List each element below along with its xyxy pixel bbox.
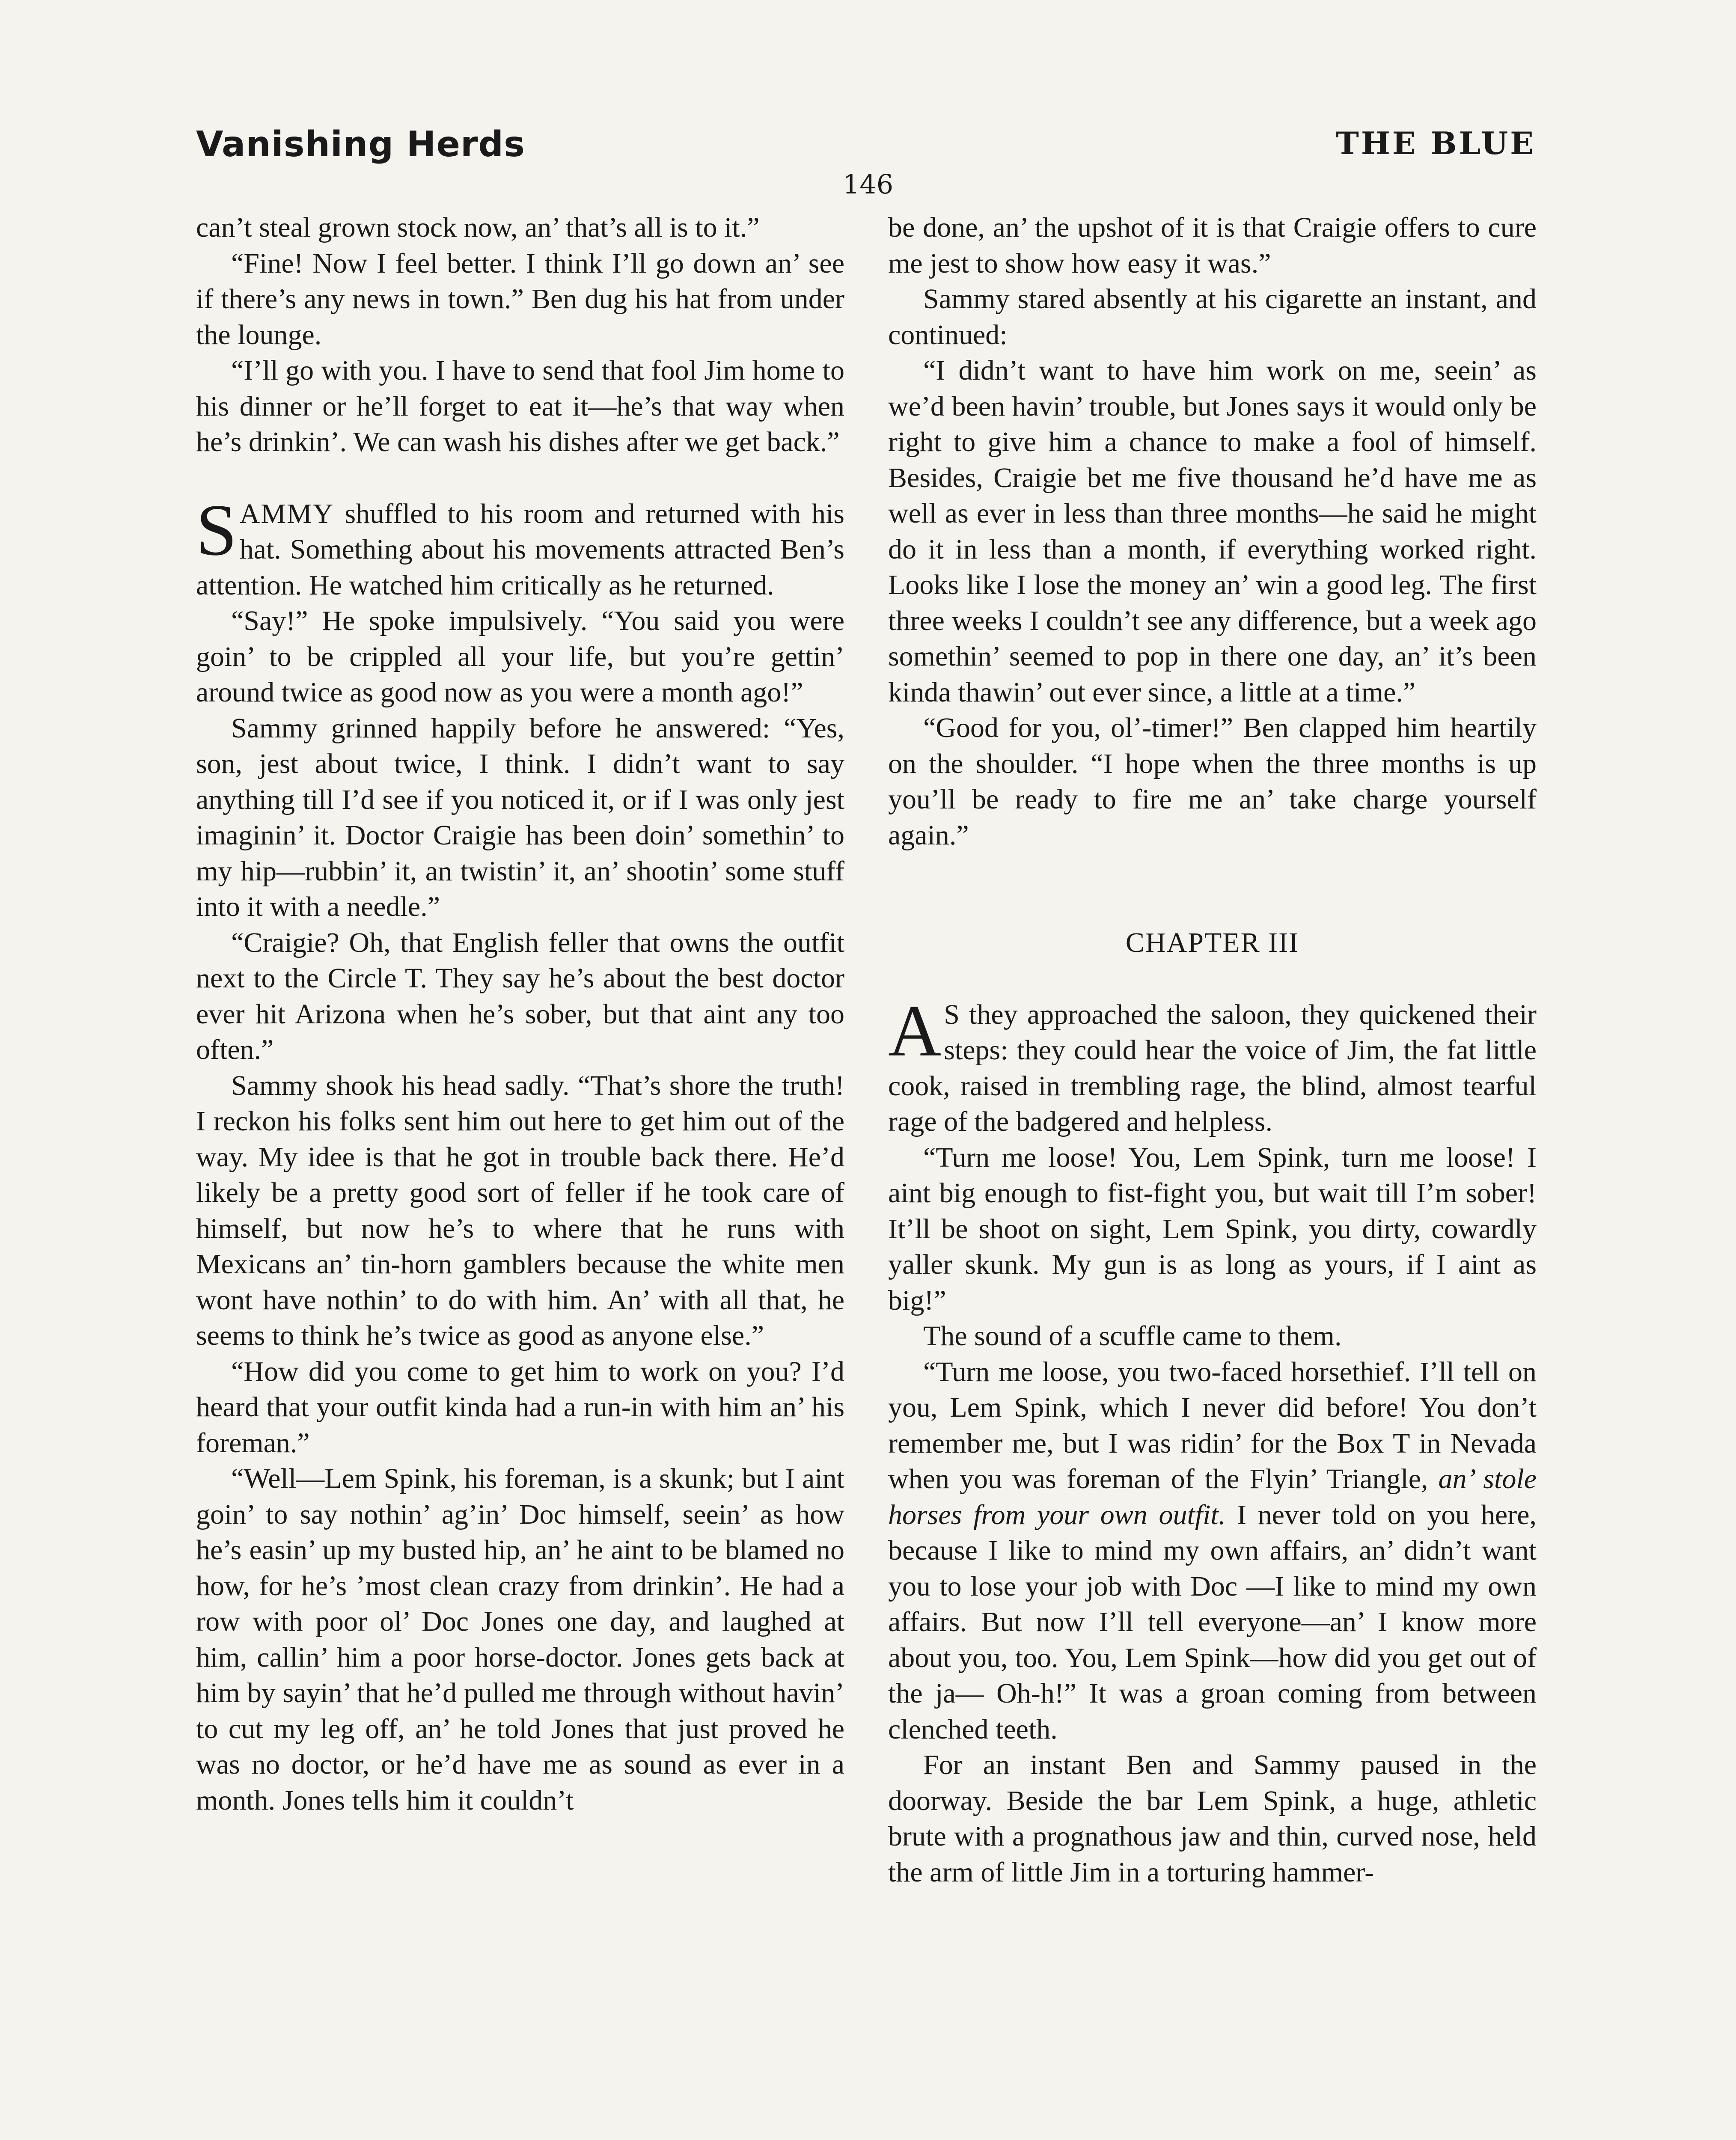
paragraph: “Craigie? Oh, that English feller that owns the outfit next to the Circle T. They say he’s about the best doctor ever hit Arizona when he’s sober, but that aint any too often.” xyxy=(196,927,844,1065)
running-head-magazine-title: THE BLUE xyxy=(1336,125,1536,161)
small-caps-lead: AMMY xyxy=(239,498,334,529)
paragraph-text: “Turn me loose, you two-faced horsethief. I’ll tell on you, Lem Spink, which I never did before! You don’t remember me, but I was ridin’ for the Box T in Nevada when you was foreman of the Flyin’ Triangle, xyxy=(888,1356,1537,1495)
chapter-opening-paragraph xyxy=(888,990,1537,1140)
paragraph: “How did you come to get him to work on you? I’d heard that your outfit kinda had a run-in with him an’ his foreman.” xyxy=(196,1355,844,1459)
chapter-heading: CHAPTER III xyxy=(1125,927,1299,958)
paragraph: Sammy stared absently at his cigarette an instant, and continued: xyxy=(888,283,1537,351)
paragraph-text: shuffled to his room and returned with his hat. Something about his movements attracted Ben’s attention. He watched him critically as he returned. xyxy=(196,498,844,601)
paragraph: “Turn me loose! You, Lem Spink, turn me loose! I aint big enough to fist-fight you, but wait till I’m sober! It’ll be shoot on sight, Lem Spink, you dirty, cowardly yaller skunk. My gun is as long as yours, if I aint as big!” xyxy=(888,1141,1537,1316)
paragraph: “Fine! Now I feel better. I think I’ll go down an’ see if there’s any news in town.” Ben dug his hat from under the lounge. xyxy=(196,247,844,351)
paragraph-text: I never told on you here, because I like to mind my own affairs, an’ didn’t want you to lose your job with Doc —I like to mind my own affairs. But now I’ll tell everyone—an’ I know more about you, too. You, Lem Spink—how did you get out of the ja— Oh-h!” It was a groan coming from between clenched teeth. xyxy=(888,1499,1537,1745)
paragraph xyxy=(888,1354,1537,1748)
paragraph: “Well—Lem Spink, his foreman, is a skunk; but I aint goin’ to say nothin’ ag’in’ Doc himself, seein’ as how he’s easin’ up my busted hip, an’ he aint to be blamed no how, for he’s ’most clean crazy from drinkin’. He had a row with poor ol’ Doc Jones one day, and laughed at him, callin’ him a poor horse-doctor. Jones gets back at him by sayin’ that he’d pulled me through without havin’ to cut my leg off, an’ he told Jones that just proved he was no doctor, or he’d have me as sound as ever in a month. Jones tells him it couldn’t xyxy=(196,1463,844,1816)
paragraph: The sound of a scuffle came to them. xyxy=(923,1320,1342,1352)
paragraph: For an instant Ben and Sammy paused in the doorway. Beside the bar Lem Spink, a huge, athletic brute with a prognathous jaw and thin, curved nose, held the arm of little Jim in a torturing hammer- xyxy=(888,1749,1537,1888)
paragraph: “I’ll go with you. I have to send that fool Jim home to his dinner or he’ll forget to eat it—he’s that way when he’s drinkin’. We can wash his dishes after we get back.” xyxy=(196,355,844,458)
paragraph: can’t steal grown stock now, an’ that’s all is to it.” xyxy=(196,212,760,243)
paragraph: “Good for you, ol’-timer!” Ben clapped him heartily on the shoulder. “I hope when the three months is up you’ll be ready to fire me an’ take charge yourself again.” xyxy=(888,712,1537,851)
right-text-column xyxy=(888,210,1537,2140)
paragraph: be done, an’ the upshot of it is that Craigie offers to cure me jest to show how easy it was.” xyxy=(888,212,1537,279)
drop-cap: A xyxy=(888,990,942,1072)
italic-emphasis: an’ stole horses from your own outfit. xyxy=(888,1463,1537,1531)
left-text-column xyxy=(196,210,844,2140)
paragraph: Sammy shook his head sadly. “That’s shore the truth! I reckon his folks sent him out here to get him out of the way. My idee is that he got in trouble back there. He’d likely be a pretty good sort of feller if he took care of himself, but now he’s to where that he runs with Mexicans an’ tin-horn gamblers because the white men wont have nothin’ to do with him. An’ with all that, he seems to think he’s twice as good as anyone else.” xyxy=(196,1070,844,1351)
paragraph: “Say!” He spoke impulsively. “You said you were goin’ to be crippled all your life, but you’re gettin’ around twice as good now as you were a month ago!” xyxy=(196,605,844,708)
page-number: 146 xyxy=(842,169,894,200)
paragraph: “I didn’t want to have him work on me, seein’ as we’d been havin’ trouble, but Jones says it would only be right to give him a chance to make a fool of himself. Besides, Craigie bet me five thousand he’d have me as well as ever in less than three months—he said he might do it in less than a month, if everything worked right. Looks like I lose the money an’ win a good leg. The first three weeks I couldn’t see any difference, but a week ago somethin’ seemed to pop in there one day, an’ it’s been kinda thawin’ out ever since, a little at a time.” xyxy=(888,355,1537,708)
paragraph-text: S they approached the saloon, they quickened their steps: they could hear the voice of Jim, the fat little cook, raised in trembling rage, the blind, almost tearful rage of the badgered and helpless. xyxy=(888,999,1537,1137)
section-opening-paragraph xyxy=(196,489,844,603)
paragraph: Sammy grinned happily before he answered: “Yes, son, jest about twice, I think. I didn’t want to say anything till I’d see if you noticed it, or if I was only jest imaginin’ it. Doctor Craigie has been doin’ somethin’ to my hip—rubbin’ it, an twistin’ it, an’ shootin’ some stuff into it with a needle.” xyxy=(196,712,844,922)
drop-cap: S xyxy=(196,489,237,571)
running-head-story-title: Vanishing Herds xyxy=(196,124,525,165)
